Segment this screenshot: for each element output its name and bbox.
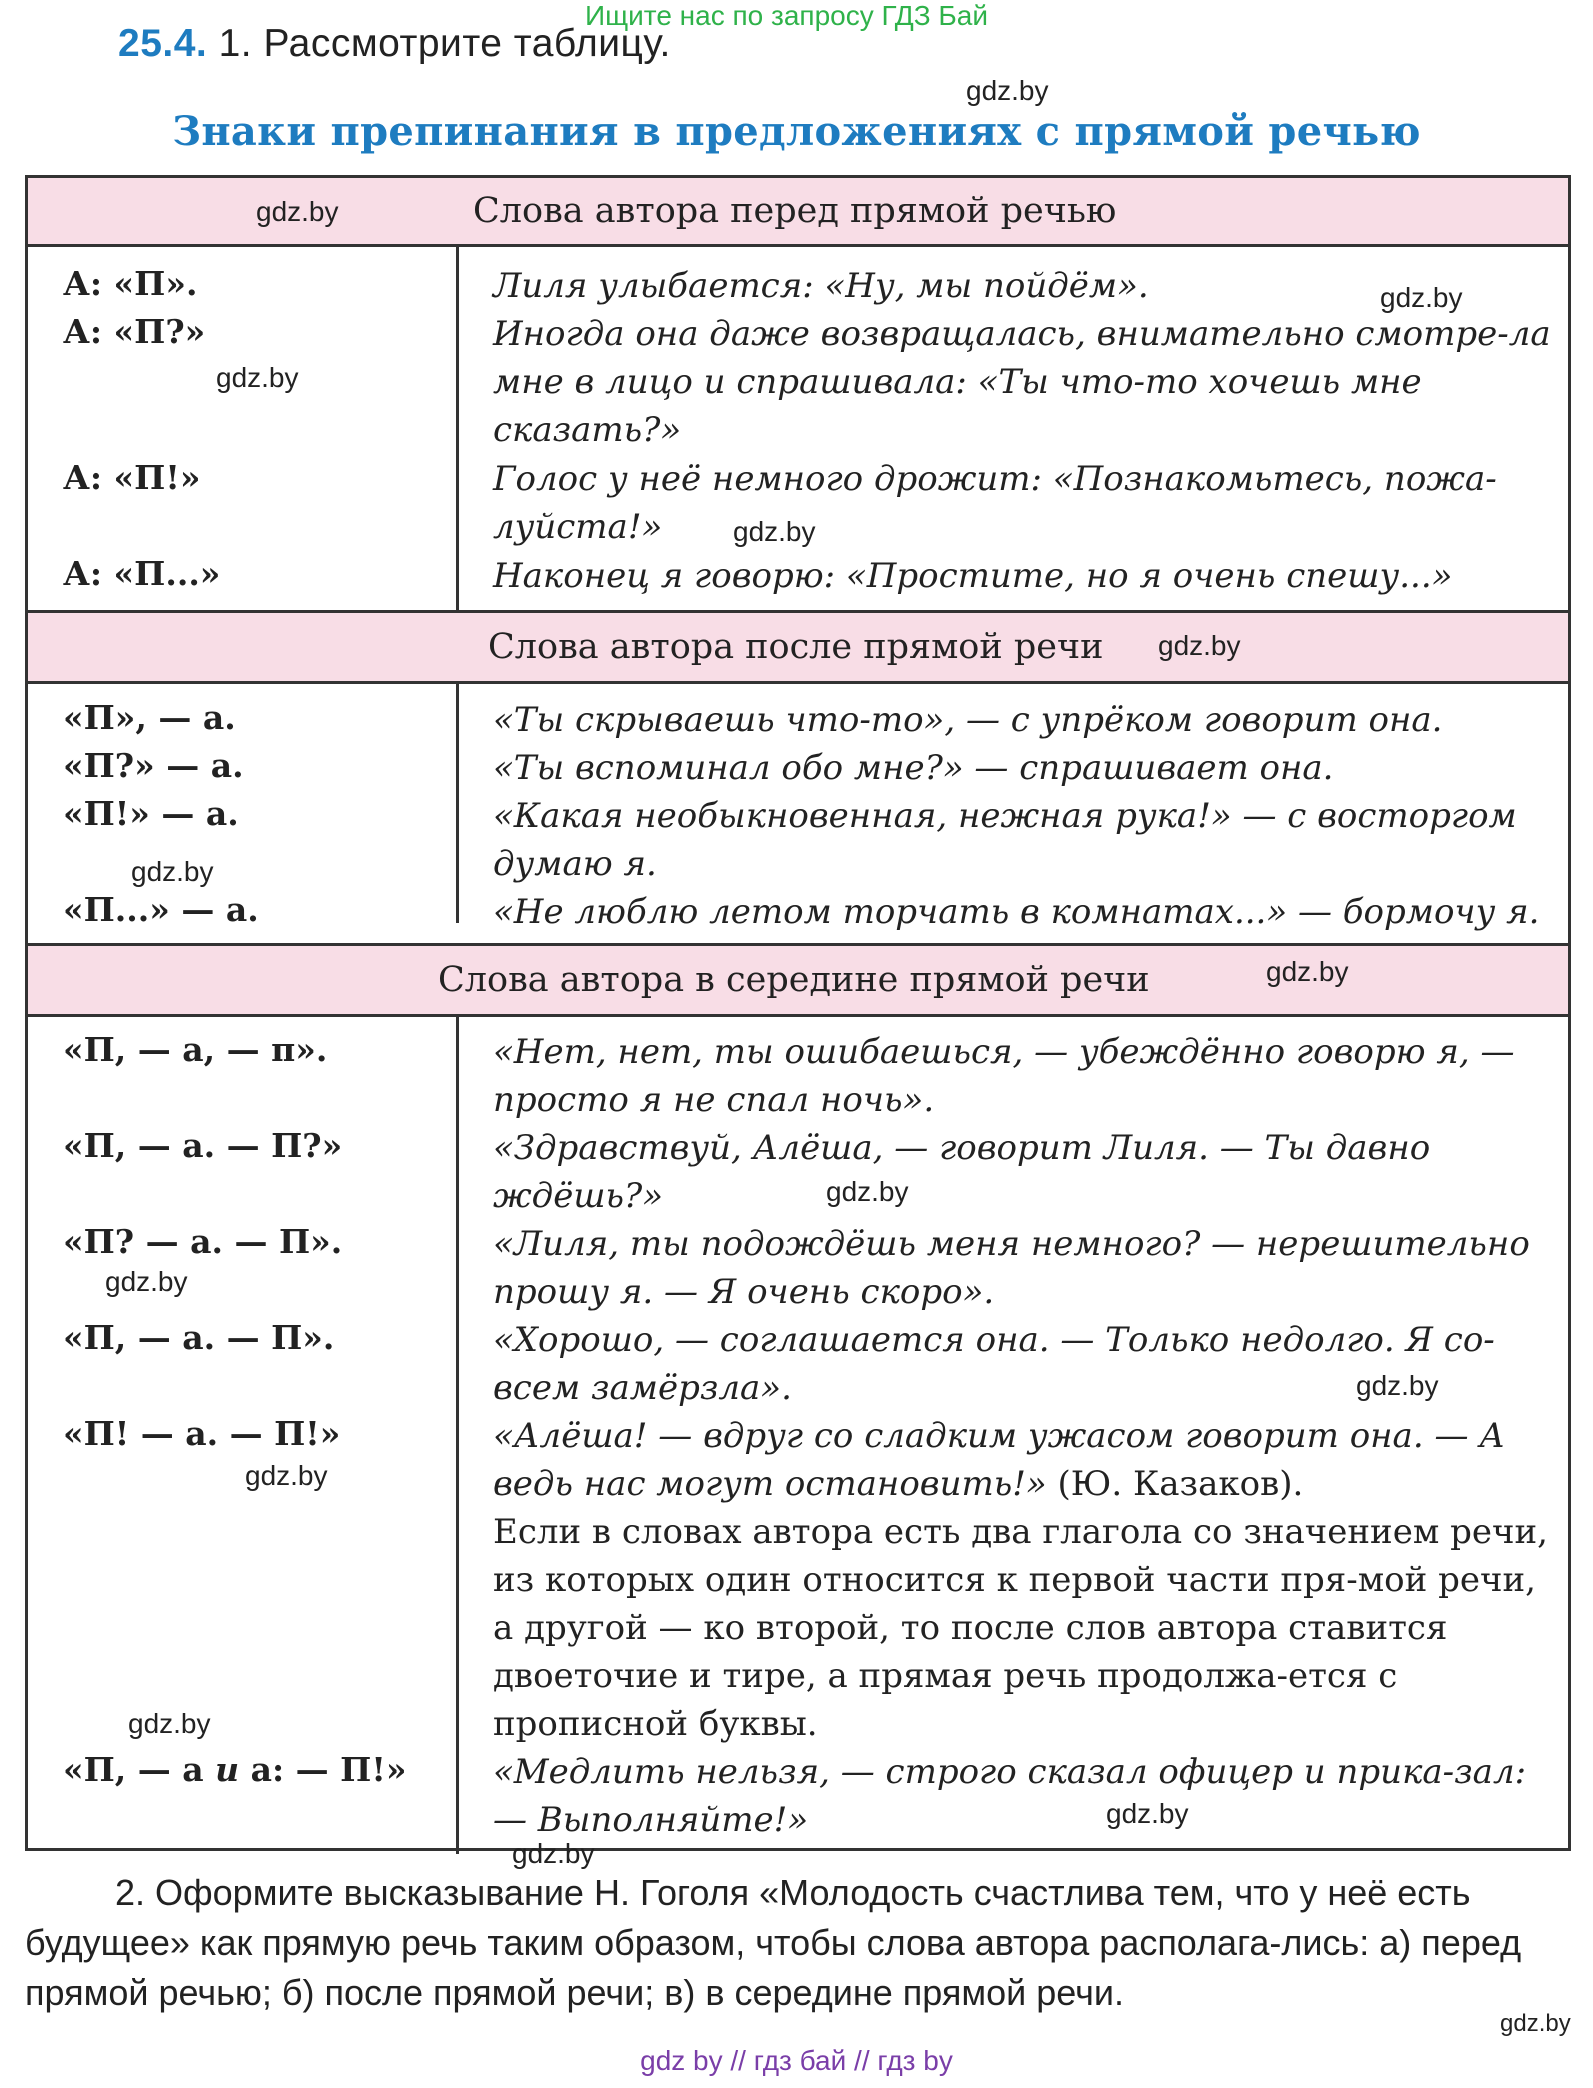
exercise-number: 25.4. <box>118 22 208 65</box>
scheme-cell: «П? — а. — П». <box>63 1222 343 1261</box>
example-cell: «Нет, нет, ты ошибаешься, — убеждённо говорю я, — просто я не спал ночь». <box>493 1032 1515 1120</box>
scheme-cell <box>63 1750 406 1789</box>
column-divider <box>456 247 459 613</box>
scheme-part: и <box>215 1750 240 1789</box>
exercise-header <box>118 22 671 66</box>
scheme-part: «П, — а <box>63 1750 216 1789</box>
section-heading: Слова автора после прямой речи <box>488 627 1104 667</box>
exercise-instruction: 1. Рассмотрите таблицу. <box>218 22 671 65</box>
section-header-after <box>28 610 1568 684</box>
watermark: gdz.by <box>1356 1370 1439 1401</box>
watermark: gdz.by <box>1106 1798 1189 1829</box>
column-divider <box>456 1014 459 1854</box>
example-cell: «Какая необыкновенная, нежная рука!» — с восторгом думаю я. <box>493 796 1517 884</box>
column-divider <box>456 681 459 923</box>
scheme-part: а: — П!» <box>239 1750 407 1789</box>
watermark: gdz.by <box>1380 282 1463 313</box>
task-2: 2. Оформите высказывание Н. Гоголя «Молодость счастлива тем, что у неё есть будущее» как прямую речь таким образом, чтобы слова автора располага-лись: а) перед прямой речью; б) после прямой речи; в) в середине прямой речи. <box>25 1872 1522 2013</box>
example-cell: Иногда она даже возвращалась, внимательно смотре-ла мне в лицо и спрашивала: «Ты что-то хочешь мне сказать?» <box>493 314 1551 450</box>
punctuation-table <box>25 175 1571 1851</box>
scheme-cell: А: «П...» <box>63 554 221 593</box>
section-heading: Слова автора перед прямой речью <box>473 191 1117 231</box>
watermark: gdz.by <box>105 1266 188 1297</box>
example-cell <box>493 1412 1563 1508</box>
example-cell: Голос у неё немного дрожит: «Познакомьтесь, пожа-луйста!» <box>493 459 1497 547</box>
watermark: gdz.by <box>1158 630 1241 661</box>
example-cell: Лиля улыбается: «Ну, мы пойдём». <box>493 266 1149 306</box>
scheme-cell: «П?» — а. <box>63 746 244 785</box>
example-cell: «Медлить нельзя, — строго сказал офицер и прика-зал: — Выполняйте!» <box>493 1752 1527 1840</box>
rule-note: Если в словах автора есть два глагола со значением речи, из которых один относится к первой части пря-мой речи, а другой — ко второй, то после слов автора ставится двоеточие и тире, а прямая речь продолжа-ется с прописной буквы. <box>493 1512 1548 1744</box>
scheme-cell: «П, — а, — п». <box>63 1030 328 1069</box>
watermark: gdz.by <box>245 1460 328 1491</box>
scheme-cell: «П! — а. — П!» <box>63 1414 341 1453</box>
footer-links: gdz by // гдз бай // гдз by <box>640 2045 953 2076</box>
example-cell: «Ты вспоминал обо мне?» — спрашивает она. <box>493 748 1334 788</box>
example-cell: «Хорошо, — соглашается она. — Только недолго. Я со-всем замёрзла». <box>493 1320 1495 1408</box>
watermark: gdz.by <box>512 1838 595 1869</box>
search-hint: Ищите нас по запросу ГДЗ Бай <box>585 0 989 31</box>
watermark: gdz.by <box>216 362 299 393</box>
example-cell: Наконец я говорю: «Простите, но я очень спешу...» <box>493 556 1453 596</box>
watermark: gdz.by <box>1500 2010 1571 2037</box>
table-title: Знаки препинания в предложениях с прямой речью <box>172 108 1421 155</box>
scheme-cell: «П», — а. <box>63 698 236 737</box>
watermark: gdz.by <box>128 1708 211 1739</box>
watermark: gdz.by <box>733 516 816 547</box>
example-cell: «Здравствуй, Алёша, — говорит Лиля. — Ты давно ждёшь?» <box>493 1128 1431 1216</box>
scheme-cell: «П, — а. — П?» <box>63 1126 343 1165</box>
watermark: gdz.by <box>256 196 339 227</box>
scheme-cell: «П!» — а. <box>63 794 239 833</box>
watermark: gdz.by <box>1266 956 1349 987</box>
watermark: gdz.by <box>826 1176 909 1207</box>
example-cell: «Лиля, ты подождёшь меня немного? — нерешительно прошу я. — Я очень скоро». <box>493 1224 1530 1312</box>
scheme-cell: «П, — а. — П». <box>63 1318 335 1357</box>
example-cell: «Не люблю летом торчать в комнатах...» — бормочу я. <box>493 892 1540 932</box>
section-heading: Слова автора в середине прямой речи <box>438 960 1150 1000</box>
example-cell: «Ты скрываешь что-то», — с упрёком говорит она. <box>493 700 1443 740</box>
scheme-cell: А: «П!» <box>63 458 201 497</box>
example-source: (Ю. Казаков). <box>1057 1464 1304 1504</box>
watermark: gdz.by <box>131 856 214 887</box>
watermark: gdz.by <box>966 75 1049 106</box>
scheme-cell: А: «П?» <box>63 312 206 351</box>
example-text: «Алёша! — вдруг со сладким ужасом говорит она. — А ведь нас могут остановить!» <box>493 1416 1505 1504</box>
scheme-cell: «П...» — а. <box>63 890 259 929</box>
scheme-cell: А: «П». <box>63 264 198 303</box>
